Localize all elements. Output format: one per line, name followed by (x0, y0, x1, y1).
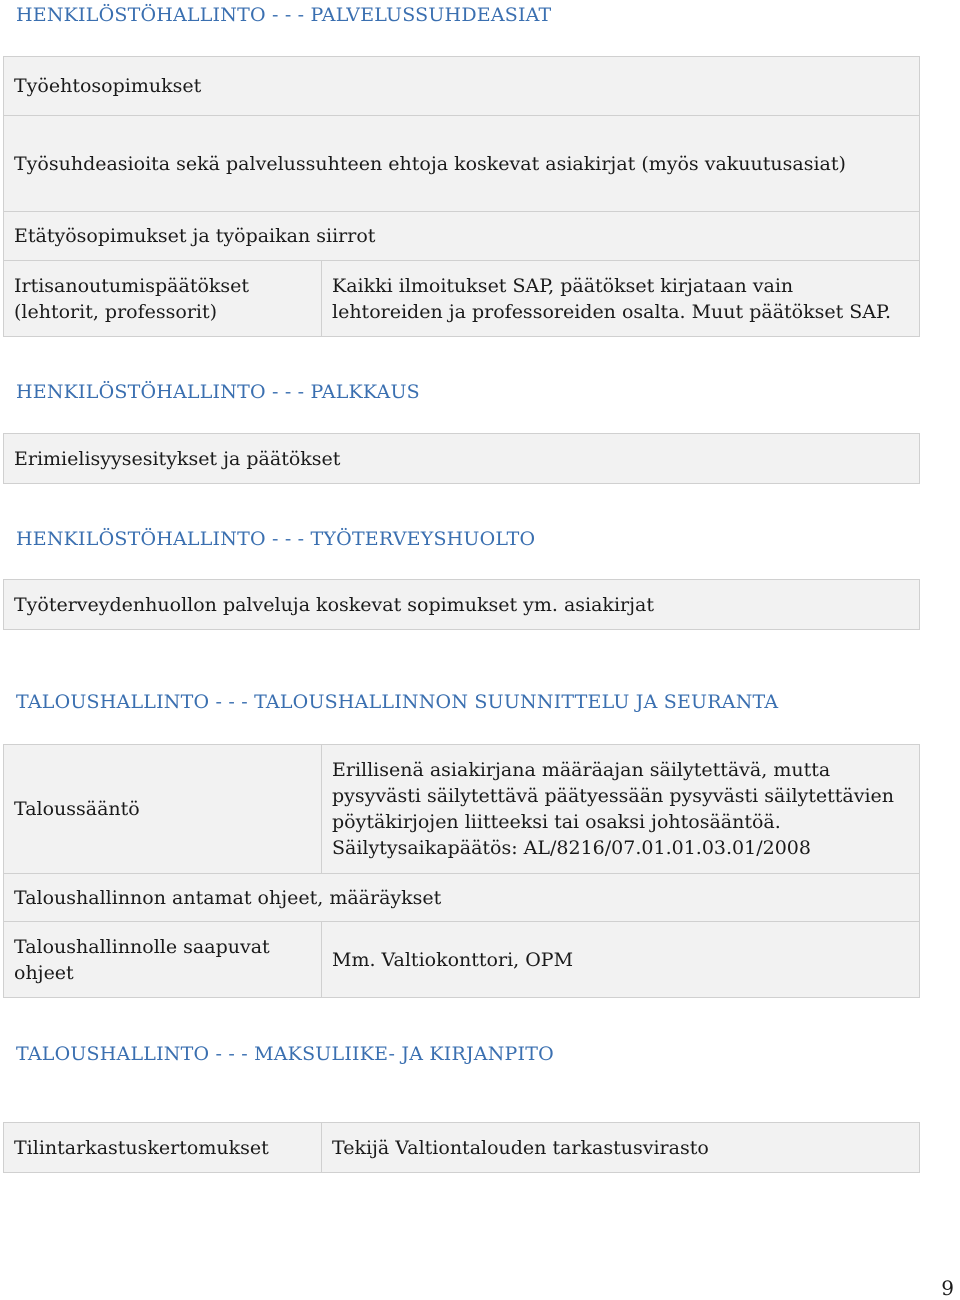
table-row (4, 922, 920, 998)
row-note: Erillisenä asiakirjana määräajan säilytettävä, mutta pysyvästi säilytettävä päätyessään pysyvästi säilytettävien pöytäkirjojen liitteeksi tai osaksi johtosääntöä. Säilytysaikapäätös: AL/8216/07.01.01.03.01/2008 (322, 745, 920, 874)
table-row (4, 745, 920, 874)
table-row (4, 261, 920, 337)
table-row (4, 116, 920, 212)
table-row (4, 434, 920, 484)
row-note: Kaikki ilmoitukset SAP, päätökset kirjataan vain lehtoreiden ja professoreiden osalta. Muut päätökset SAP. (322, 261, 920, 337)
table-row (4, 874, 920, 922)
records-table-suunnittelu-ja-seuranta (3, 744, 920, 998)
records-table-palvelussuhdeasiat (3, 56, 920, 337)
table-row (4, 580, 920, 630)
row-title: Taloushallinnolle saapuvat ohjeet (4, 922, 322, 998)
row-note: Tekijä Valtiontalouden tarkastusvirasto (322, 1123, 920, 1173)
row-title: Työehtosopimukset (4, 57, 920, 116)
row-title: Taloushallinnon antamat ohjeet, määräykset (4, 874, 920, 922)
page-number: 9 (941, 1276, 954, 1300)
row-title: Irtisanoutumispäätökset (lehtorit, professorit) (4, 261, 322, 337)
row-title: Etätyösopimukset ja työpaikan siirrot (4, 212, 920, 261)
row-title: Työsuhdeasioita sekä palvelussuhteen ehtoja koskevat asiakirjat (myös vakuutusasiat) (4, 116, 920, 212)
section-heading-tyoterveyshuolto: HENKILÖSTÖHALLINTO - - - TYÖTERVEYSHUOLTO (16, 528, 536, 550)
row-note: Mm. Valtiokonttori, OPM (322, 922, 920, 998)
row-title: Taloussääntö (4, 745, 322, 874)
row-title: Erimielisyysesitykset ja päätökset (4, 434, 920, 484)
table-row (4, 1123, 920, 1173)
row-title: Työterveydenhuollon palveluja koskevat sopimukset ym. asiakirjat (4, 580, 920, 630)
section-heading-palvelussuhdeasiat: HENKILÖSTÖHALLINTO - - - PALVELUSSUHDEASIAT (16, 4, 552, 26)
section-heading-suunnittelu-ja-seuranta: TALOUSHALLINTO - - - TALOUSHALLINNON SUUNNITTELU JA SEURANTA (16, 691, 779, 713)
table-row (4, 57, 920, 116)
records-table-palkkaus (3, 433, 920, 484)
records-table-tyoterveyshuolto (3, 579, 920, 630)
section-heading-maksuliike-ja-kirjanpito: TALOUSHALLINTO - - - MAKSULIIKE- JA KIRJANPITO (16, 1043, 554, 1065)
table-row (4, 212, 920, 261)
section-heading-palkkaus: HENKILÖSTÖHALLINTO - - - PALKKAUS (16, 381, 420, 403)
records-table-maksuliike-ja-kirjanpito (3, 1122, 920, 1173)
row-title: Tilintarkastuskertomukset (4, 1123, 322, 1173)
